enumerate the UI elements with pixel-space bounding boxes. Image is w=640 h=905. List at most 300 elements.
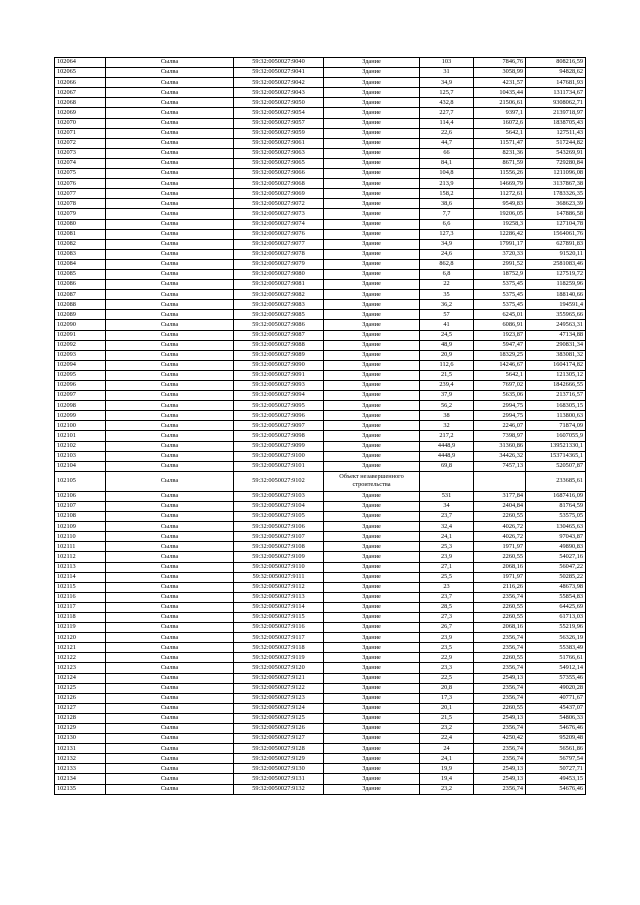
row-number-cell: 102080 (55, 219, 106, 229)
cadastral-number-cell: 59:32:0050027:9072 (234, 199, 324, 209)
area-cell: 34 (420, 501, 474, 511)
cadastral-value-cell: 1311734,67 (526, 88, 586, 98)
object-type-cell: Здание (324, 350, 420, 360)
row-number-cell: 102121 (55, 643, 106, 653)
area-cell: 531 (420, 491, 474, 501)
specific-value-cell: 8231,36 (474, 148, 526, 158)
area-cell: 34,9 (420, 239, 474, 249)
cadastral-number-cell: 59:32:0050027:9086 (234, 320, 324, 330)
row-number-cell: 102117 (55, 602, 106, 612)
table-row (55, 300, 586, 310)
specific-value-cell: 1971,97 (474, 572, 526, 582)
object-type-cell: Здание (324, 744, 420, 754)
locality-cell: Сылва (106, 542, 234, 552)
area-cell: 21,5 (420, 370, 474, 380)
specific-value-cell: 2356,74 (474, 663, 526, 673)
specific-value-cell: 2260,55 (474, 552, 526, 562)
cadastral-number-cell: 59:32:0050027:9065 (234, 158, 324, 168)
object-type-cell: Здание (324, 219, 420, 229)
locality-cell: Сылва (106, 683, 234, 693)
cadastral-value-cell: 48673,98 (526, 582, 586, 592)
area-cell: 4448,9 (420, 441, 474, 451)
row-number-cell: 102122 (55, 653, 106, 663)
object-type-cell: Здание (324, 522, 420, 532)
object-type-cell: Здание (324, 461, 420, 471)
row-number-cell: 102077 (55, 189, 106, 199)
object-type-cell: Здание (324, 199, 420, 209)
locality-cell: Сылва (106, 552, 234, 562)
row-number-cell: 102073 (55, 148, 106, 158)
object-type-cell: Здание (324, 300, 420, 310)
locality-cell: Сылва (106, 724, 234, 734)
specific-value-cell: 2356,74 (474, 693, 526, 703)
cadastral-value-cell: 54806,33 (526, 713, 586, 723)
specific-value-cell: 1971,97 (474, 542, 526, 552)
row-number-cell: 102107 (55, 501, 106, 511)
area-cell: 48,9 (420, 340, 474, 350)
locality-cell: Сылва (106, 158, 234, 168)
locality-cell: Сылва (106, 269, 234, 279)
table-row (55, 461, 586, 471)
cadastral-value-cell: 49020,28 (526, 683, 586, 693)
cadastral-number-cell: 59:32:0050027:9090 (234, 360, 324, 370)
table-row (55, 340, 586, 350)
cadastral-value-cell: 130465,63 (526, 522, 586, 532)
object-type-cell: Здание (324, 612, 420, 622)
locality-cell: Сылва (106, 754, 234, 764)
object-type-cell: Здание (324, 501, 420, 511)
cadastral-number-cell: 59:32:0050027:9063 (234, 148, 324, 158)
locality-cell: Сылва (106, 108, 234, 118)
specific-value-cell: 5375,45 (474, 290, 526, 300)
object-type-cell: Здание (324, 259, 420, 269)
cadastral-value-cell: 55854,83 (526, 592, 586, 602)
specific-value-cell: 7697,02 (474, 381, 526, 391)
locality-cell: Сылва (106, 118, 234, 128)
cadastral-value-cell: 56797,54 (526, 754, 586, 764)
table-row (55, 522, 586, 532)
row-number-cell: 102090 (55, 320, 106, 330)
row-number-cell: 102133 (55, 764, 106, 774)
table-row (55, 259, 586, 269)
area-cell: 20,9 (420, 350, 474, 360)
cadastral-number-cell: 59:32:0050027:9093 (234, 381, 324, 391)
area-cell: 34,9 (420, 78, 474, 88)
area-cell: 23,2 (420, 784, 474, 794)
cadastral-value-cell: 2139718,97 (526, 108, 586, 118)
cadastral-value-cell: 383081,32 (526, 350, 586, 360)
table-row (55, 451, 586, 461)
object-type-cell: Здание (324, 552, 420, 562)
object-type-cell: Здание (324, 602, 420, 612)
row-number-cell: 102130 (55, 734, 106, 744)
cadastral-number-cell: 59:32:0050027:9083 (234, 300, 324, 310)
cadastral-number-cell: 59:32:0050027:9105 (234, 512, 324, 522)
specific-value-cell: 3720,33 (474, 249, 526, 259)
row-number-cell: 102109 (55, 522, 106, 532)
cadastral-number-cell: 59:32:0050027:9129 (234, 754, 324, 764)
specific-value-cell: 7846,76 (474, 58, 526, 68)
cadastral-value-cell: 188140,66 (526, 290, 586, 300)
table-row (55, 633, 586, 643)
cadastral-number-cell: 59:32:0050027:9114 (234, 602, 324, 612)
specific-value-cell: 2356,74 (474, 724, 526, 734)
locality-cell: Сылва (106, 350, 234, 360)
table-row (55, 683, 586, 693)
row-number-cell: 102103 (55, 451, 106, 461)
cadastral-value-cell: 45437,07 (526, 703, 586, 713)
row-number-cell: 102106 (55, 491, 106, 501)
locality-cell: Сылва (106, 431, 234, 441)
cadastral-number-cell: 59:32:0050027:9131 (234, 774, 324, 784)
cadastral-value-cell: 47134,88 (526, 330, 586, 340)
cadastral-value-cell: 194591,4 (526, 300, 586, 310)
cadastral-value-cell: 517244,82 (526, 138, 586, 148)
locality-cell: Сылва (106, 592, 234, 602)
cadastral-value-cell: 233685,61 (526, 471, 586, 491)
cadastral-value-cell: 543269,91 (526, 148, 586, 158)
row-number-cell: 102083 (55, 249, 106, 259)
row-number-cell: 102084 (55, 259, 106, 269)
specific-value-cell: 2356,74 (474, 744, 526, 754)
area-cell: 19,4 (420, 774, 474, 784)
table-row (55, 138, 586, 148)
row-number-cell: 102119 (55, 623, 106, 633)
area-cell: 21,5 (420, 713, 474, 723)
area-cell: 27,3 (420, 612, 474, 622)
row-number-cell: 102081 (55, 229, 106, 239)
cadastral-number-cell: 59:32:0050027:9101 (234, 461, 324, 471)
cadastral-number-cell: 59:32:0050027:9094 (234, 391, 324, 401)
object-type-cell: Здание (324, 663, 420, 673)
cadastral-number-cell: 59:32:0050027:9097 (234, 421, 324, 431)
cadastral-number-cell: 59:32:0050027:9050 (234, 98, 324, 108)
specific-value-cell: 4250,42 (474, 734, 526, 744)
locality-cell: Сылва (106, 391, 234, 401)
table-row (55, 68, 586, 78)
row-number-cell: 102096 (55, 381, 106, 391)
area-cell: 862,8 (420, 259, 474, 269)
specific-value-cell: 11556,26 (474, 169, 526, 179)
table-row (55, 744, 586, 754)
specific-value-cell: 3058,99 (474, 68, 526, 78)
table-row (55, 713, 586, 723)
row-number-cell: 102126 (55, 693, 106, 703)
locality-cell: Сылва (106, 411, 234, 421)
object-type-cell: Здание (324, 673, 420, 683)
cadastral-number-cell: 59:32:0050027:9124 (234, 703, 324, 713)
area-cell: 22 (420, 280, 474, 290)
object-type-cell: Здание (324, 391, 420, 401)
object-type-cell: Здание (324, 128, 420, 138)
cadastral-value-cell: 139521330,1 (526, 441, 586, 451)
area-cell: 32 (420, 421, 474, 431)
cadastral-number-cell: 59:32:0050027:9132 (234, 784, 324, 794)
specific-value-cell: 5642,1 (474, 128, 526, 138)
cadastral-value-cell: 55219,96 (526, 623, 586, 633)
row-number-cell: 102092 (55, 340, 106, 350)
specific-value-cell: 2356,74 (474, 683, 526, 693)
row-number-cell: 102099 (55, 411, 106, 421)
row-number-cell: 102067 (55, 88, 106, 98)
table-row (55, 401, 586, 411)
object-type-cell: Здание (324, 330, 420, 340)
object-type-cell: Здание (324, 754, 420, 764)
table-row (55, 108, 586, 118)
row-number-cell: 102129 (55, 724, 106, 734)
area-cell: 23,5 (420, 643, 474, 653)
table-row (55, 88, 586, 98)
area-cell: 23,3 (420, 663, 474, 673)
area-cell: 44,7 (420, 138, 474, 148)
area-cell: 217,2 (420, 431, 474, 441)
locality-cell: Сылва (106, 713, 234, 723)
area-cell: 127,3 (420, 229, 474, 239)
specific-value-cell: 19206,05 (474, 209, 526, 219)
cadastral-value-cell: 94828,62 (526, 68, 586, 78)
cadastral-value-cell: 355965,66 (526, 310, 586, 320)
row-number-cell: 102120 (55, 633, 106, 643)
area-cell: 17,3 (420, 693, 474, 703)
specific-value-cell: 12286,42 (474, 229, 526, 239)
cadastral-value-cell: 53575,05 (526, 512, 586, 522)
row-number-cell: 102112 (55, 552, 106, 562)
table-row (55, 582, 586, 592)
cadastral-number-cell: 59:32:0050027:9057 (234, 118, 324, 128)
table-row (55, 391, 586, 401)
locality-cell: Сылва (106, 169, 234, 179)
table-row (55, 653, 586, 663)
specific-value-cell: 2260,55 (474, 602, 526, 612)
specific-value-cell: 5375,45 (474, 280, 526, 290)
cadastral-number-cell: 59:32:0050027:9054 (234, 108, 324, 118)
locality-cell: Сылва (106, 562, 234, 572)
object-type-cell: Здание (324, 108, 420, 118)
table-row (55, 643, 586, 653)
cadastral-number-cell: 59:32:0050027:9099 (234, 441, 324, 451)
object-type-cell: Здание (324, 421, 420, 431)
cadastral-number-cell: 59:32:0050027:9042 (234, 78, 324, 88)
cadastral-value-cell: 54676,46 (526, 784, 586, 794)
object-type-cell: Здание (324, 734, 420, 744)
area-cell: 125,7 (420, 88, 474, 98)
specific-value-cell: 34426,32 (474, 451, 526, 461)
row-number-cell: 102124 (55, 673, 106, 683)
table-row (55, 602, 586, 612)
cadastral-value-cell: 56047,22 (526, 562, 586, 572)
locality-cell: Сылва (106, 461, 234, 471)
object-type-cell: Здание (324, 118, 420, 128)
specific-value-cell: 2260,55 (474, 703, 526, 713)
table-row (55, 360, 586, 370)
table-row (55, 441, 586, 451)
row-number-cell: 102088 (55, 300, 106, 310)
object-type-cell: Здание (324, 68, 420, 78)
cadastral-number-cell: 59:32:0050027:9118 (234, 643, 324, 653)
area-cell: 24,5 (420, 330, 474, 340)
cadastral-value-cell: 54676,46 (526, 724, 586, 734)
area-cell: 23 (420, 582, 474, 592)
locality-cell: Сылва (106, 673, 234, 683)
locality-cell: Сылва (106, 209, 234, 219)
area-cell: 227,7 (420, 108, 474, 118)
locality-cell: Сылва (106, 471, 234, 491)
locality-cell: Сылва (106, 532, 234, 542)
row-number-cell: 102064 (55, 58, 106, 68)
object-type-cell: Здание (324, 582, 420, 592)
table-row (55, 78, 586, 88)
specific-value-cell: 2260,55 (474, 612, 526, 622)
row-number-cell: 102123 (55, 663, 106, 673)
row-number-cell: 102116 (55, 592, 106, 602)
cadastral-number-cell: 59:32:0050027:9117 (234, 633, 324, 643)
specific-value-cell: 2356,74 (474, 592, 526, 602)
specific-value-cell: 9549,83 (474, 199, 526, 209)
locality-cell: Сылва (106, 522, 234, 532)
area-cell: 69,8 (420, 461, 474, 471)
locality-cell: Сылва (106, 239, 234, 249)
cadastral-value-cell: 56326,19 (526, 633, 586, 643)
cadastral-value-cell: 49890,83 (526, 542, 586, 552)
object-type-cell: Здание (324, 683, 420, 693)
cadastral-number-cell: 59:32:0050027:9128 (234, 744, 324, 754)
table-row (55, 189, 586, 199)
row-number-cell: 102076 (55, 179, 106, 189)
object-type-cell: Здание (324, 88, 420, 98)
object-type-cell: Здание (324, 179, 420, 189)
area-cell: 19,9 (420, 764, 474, 774)
cadastral-value-cell: 97043,87 (526, 532, 586, 542)
area-cell: 23,9 (420, 552, 474, 562)
locality-cell: Сылва (106, 310, 234, 320)
table-row (55, 320, 586, 330)
row-number-cell: 102069 (55, 108, 106, 118)
specific-value-cell: 11571,47 (474, 138, 526, 148)
object-type-cell: Здание (324, 269, 420, 279)
specific-value-cell: 9397,1 (474, 108, 526, 118)
specific-value-cell: 4026,72 (474, 532, 526, 542)
cadastral-value-cell: 49453,15 (526, 774, 586, 784)
row-number-cell: 102097 (55, 391, 106, 401)
table-row (55, 612, 586, 622)
specific-value-cell: 2549,13 (474, 774, 526, 784)
row-number-cell: 102134 (55, 774, 106, 784)
row-number-cell: 102071 (55, 128, 106, 138)
object-type-cell: Здание (324, 451, 420, 461)
row-number-cell: 102087 (55, 290, 106, 300)
table-row (55, 623, 586, 633)
locality-cell: Сылва (106, 259, 234, 269)
object-type-cell: Здание (324, 592, 420, 602)
cadastral-value-cell: 213716,57 (526, 391, 586, 401)
row-number-cell: 102079 (55, 209, 106, 219)
locality-cell: Сылва (106, 280, 234, 290)
cadastral-value-cell: 147681,93 (526, 78, 586, 88)
row-number-cell: 102115 (55, 582, 106, 592)
table-row (55, 552, 586, 562)
specific-value-cell: 2994,75 (474, 411, 526, 421)
specific-value-cell: 7398,97 (474, 431, 526, 441)
locality-cell: Сылва (106, 623, 234, 633)
object-type-cell: Здание (324, 431, 420, 441)
cadastral-number-cell: 59:32:0050027:9130 (234, 764, 324, 774)
cadastral-value-cell: 55383,49 (526, 643, 586, 653)
cadastral-value-cell: 168305,15 (526, 401, 586, 411)
table-row (55, 411, 586, 421)
area-cell: 23,2 (420, 724, 474, 734)
specific-value-cell: 2068,16 (474, 562, 526, 572)
locality-cell: Сылва (106, 229, 234, 239)
row-number-cell: 102125 (55, 683, 106, 693)
cadastral-number-cell: 59:32:0050027:9095 (234, 401, 324, 411)
specific-value-cell: 6086,91 (474, 320, 526, 330)
cadastral-number-cell: 59:32:0050027:9080 (234, 269, 324, 279)
cadastral-number-cell: 59:32:0050027:9110 (234, 562, 324, 572)
cadastral-number-cell: 59:32:0050027:9126 (234, 724, 324, 734)
object-type-cell: Здание (324, 78, 420, 88)
table-row (55, 784, 586, 794)
area-cell: 6,6 (420, 219, 474, 229)
specific-value-cell: 2549,13 (474, 673, 526, 683)
object-type-cell: Объект незавершенного строительства (324, 471, 420, 491)
cadastral-number-cell: 59:32:0050027:9106 (234, 522, 324, 532)
area-cell: 24 (420, 744, 474, 754)
object-type-cell: Здание (324, 340, 420, 350)
area-cell: 213,9 (420, 179, 474, 189)
row-number-cell: 102135 (55, 784, 106, 794)
cadastral-value-cell: 1604174,82 (526, 360, 586, 370)
cadastral-value-cell: 71874,09 (526, 421, 586, 431)
locality-cell: Сылва (106, 501, 234, 511)
cadastral-number-cell: 59:32:0050027:9109 (234, 552, 324, 562)
cadastral-number-cell: 59:32:0050027:9091 (234, 370, 324, 380)
object-type-cell: Здание (324, 764, 420, 774)
area-cell: 41 (420, 320, 474, 330)
cadastral-value-cell: 290831,34 (526, 340, 586, 350)
cadastral-number-cell: 59:32:0050027:9085 (234, 310, 324, 320)
area-cell: 35 (420, 290, 474, 300)
locality-cell: Сылва (106, 633, 234, 643)
specific-value-cell: 1923,87 (474, 330, 526, 340)
specific-value-cell: 2991,52 (474, 259, 526, 269)
table-row (55, 724, 586, 734)
locality-cell: Сылва (106, 512, 234, 522)
cadastral-number-cell: 59:32:0050027:9115 (234, 612, 324, 622)
row-number-cell: 102075 (55, 169, 106, 179)
locality-cell: Сылва (106, 290, 234, 300)
area-cell: 112,6 (420, 360, 474, 370)
table-row (55, 381, 586, 391)
specific-value-cell: 19258,3 (474, 219, 526, 229)
object-type-cell: Здание (324, 401, 420, 411)
object-type-cell: Здание (324, 724, 420, 734)
row-number-cell: 102074 (55, 158, 106, 168)
row-number-cell: 102066 (55, 78, 106, 88)
locality-cell: Сылва (106, 189, 234, 199)
area-cell: 104,8 (420, 169, 474, 179)
cadastral-number-cell: 59:32:0050027:9043 (234, 88, 324, 98)
area-cell: 22,5 (420, 673, 474, 683)
cadastral-value-cell: 127511,43 (526, 128, 586, 138)
cadastral-number-cell: 59:32:0050027:9119 (234, 653, 324, 663)
object-type-cell: Здание (324, 532, 420, 542)
cadastral-number-cell: 59:32:0050027:9112 (234, 582, 324, 592)
locality-cell: Сылва (106, 451, 234, 461)
cadastral-value-cell: 1783326,35 (526, 189, 586, 199)
table-row (55, 734, 586, 744)
row-number-cell: 102113 (55, 562, 106, 572)
table-row (55, 764, 586, 774)
